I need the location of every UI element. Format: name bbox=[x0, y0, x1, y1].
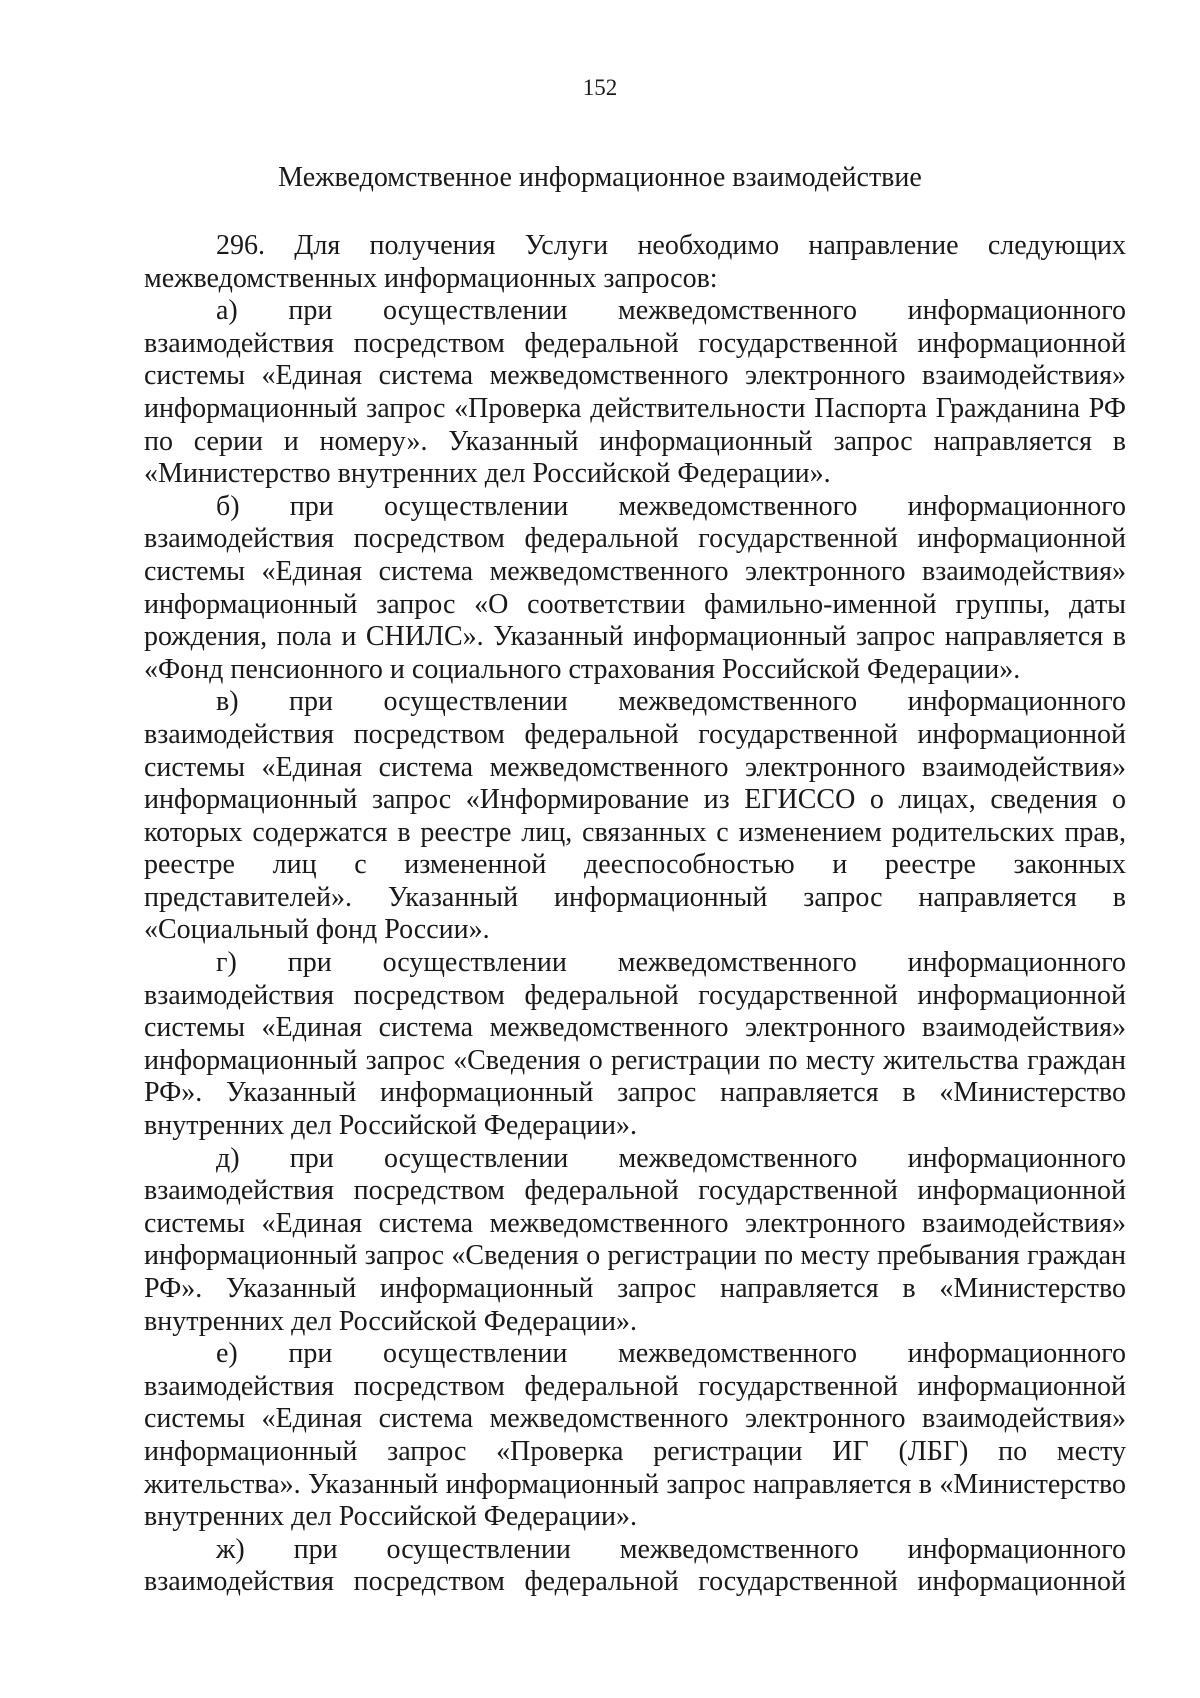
body-text bbox=[144, 230, 1126, 1599]
paragraph-v: в) при осуществлении межведомственного информационного взаимодействия посредством федеральной государственной информационной системы «Единая система межведомственного электронного взаимодействия» информационный запрос «Информирование из ЕГИССО о лицах, сведения о которых содержатся в реестре лиц, связанных с изменением родительских прав, реестре лиц с измененной дееспособностью и реестре законных представителей». Указанный информационный запрос направляется в «Социальный фонд России». bbox=[144, 686, 1126, 946]
paragraph-e: е) при осуществлении межведомственного информационного взаимодействия посредством федеральной государственной информационной системы «Единая система межведомственного электронного взаимодействия» информационный запрос «Проверка регистрации ИГ (ЛБГ) по месту жительства». Указанный информационный запрос направляется в «Министерство внутренних дел Российской Федерации». bbox=[144, 1338, 1126, 1533]
page-number: 152 bbox=[582, 75, 618, 100]
section-title: Межведомственное информационное взаимодействие bbox=[278, 162, 922, 193]
paragraph-g: г) при осуществлении межведомственного информационного взаимодействия посредством федеральной государственной информационной системы «Единая система межведомственного электронного взаимодействия» информационный запрос «Сведения о регистрации по месту жительства граждан РФ». Указанный информационный запрос направляется в «Министерство внутренних дел Российской Федерации». bbox=[144, 947, 1126, 1142]
paragraph-zh: ж) при осуществлении межведомственного информационного взаимодействия посредством федеральной государственной информационной bbox=[144, 1533, 1126, 1598]
paragraph-296: 296. Для получения Услуги необходимо направление следующих межведомственных информационных запросов: bbox=[144, 230, 1126, 294]
paragraph-a: а) при осуществлении межведомственного информационного взаимодействия посредством федеральной государственной информационной системы «Единая система межведомственного электронного взаимодействия» информационный запрос «Проверка действительности Паспорта Гражданина РФ по серии и номеру». Указанный информационный запрос направляется в «Министерство внутренних дел Российской Федерации». bbox=[144, 295, 1126, 490]
paragraph-d: д) при осуществлении межведомственного информационного взаимодействия посредством федеральной государственной информационной системы «Единая система межведомственного электронного взаимодействия» информационный запрос «Сведения о регистрации по месту пребывания граждан РФ». Указанный информационный запрос направляется в «Министерство внутренних дел Российской Федерации». bbox=[144, 1142, 1126, 1337]
paragraph-b: б) при осуществлении межведомственного информационного взаимодействия посредством федеральной государственной информационной системы «Единая система межведомственного электронного взаимодействия» информационный запрос «О соответствии фамильно-именной группы, даты рождения, пола и СНИЛС». Указанный информационный запрос направляется в «Фонд пенсионного и социального страхования Российской Федерации». bbox=[144, 490, 1126, 685]
